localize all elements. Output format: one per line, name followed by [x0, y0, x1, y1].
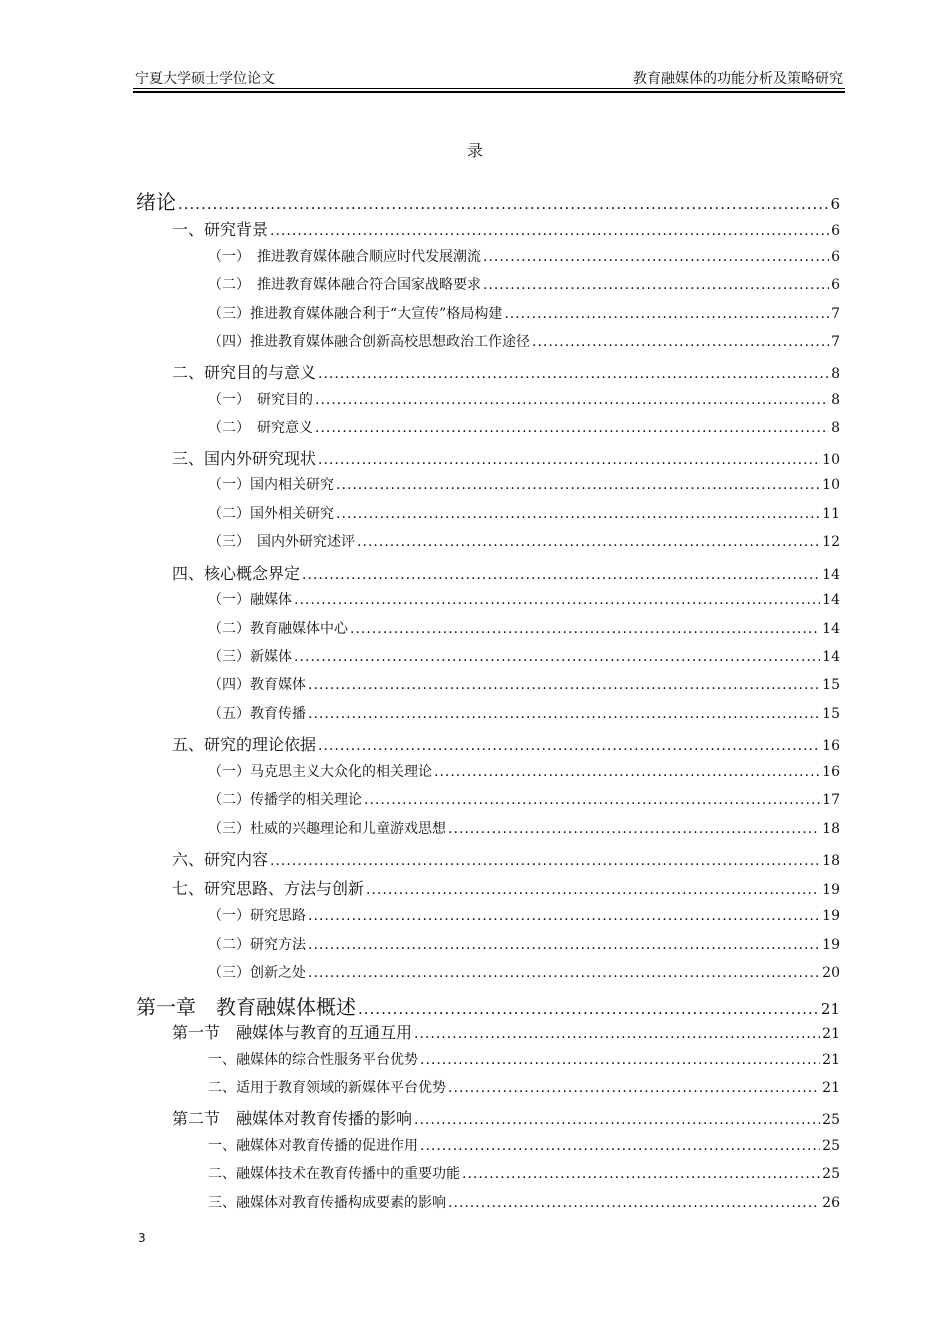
toc-entry-page: 25 [822, 1112, 840, 1128]
toc-leader-dots [448, 1080, 820, 1096]
toc-entry[interactable] [136, 1106, 840, 1129]
toc-entry-label: （一） 研究目的 [208, 392, 313, 408]
toc-entry-page: 10 [822, 477, 840, 493]
toc-entry[interactable] [136, 389, 840, 409]
toc-entry[interactable] [136, 905, 840, 925]
toc-leader-dots [318, 366, 829, 382]
toc-leader-dots [178, 195, 828, 213]
toc-entry-page: 16 [822, 738, 840, 754]
toc-entry-label: 二、适用于教育领域的新媒体平台优势 [208, 1080, 446, 1096]
toc-leader-dots [270, 223, 829, 239]
toc-entry-label: （四）推进教育媒体融合创新高校思想政治工作途径 [208, 334, 530, 350]
toc-entry-page: 16 [822, 764, 840, 780]
toc-entry-label: 四、核心概念界定 [172, 564, 301, 583]
toc-leader-dots [483, 249, 829, 265]
toc-entry-page: 14 [822, 592, 840, 608]
toc-entry-page: 14 [822, 649, 840, 665]
toc-leader-dots [448, 821, 820, 837]
toc-entry-label: （一）国内相关研究 [208, 477, 334, 493]
toc-entry-page: 7 [831, 334, 840, 350]
page-header [133, 66, 845, 90]
toc-leader-dots [414, 1026, 820, 1042]
toc-entry-label: 三、国内外研究现状 [172, 449, 317, 468]
toc-entry-page: 8 [831, 420, 840, 436]
toc-leader-dots [315, 420, 829, 436]
toc-leader-dots [308, 937, 820, 953]
toc-entry-label: （二）国外相关研究 [208, 506, 334, 522]
toc-entry-page: 6 [831, 277, 840, 293]
header-left-title: 宁夏大学硕士学位论文 [135, 71, 275, 87]
toc-entry-label: 五、研究的理论依据 [172, 735, 317, 754]
toc-entry-page: 17 [822, 792, 840, 808]
toc-leader-dots [318, 738, 820, 754]
toc-entry[interactable] [136, 474, 840, 494]
toc-entry-label: 二、研究目的与意义 [172, 363, 317, 382]
toc-leader-dots [336, 477, 820, 493]
toc-entry-label: （四）教育媒体 [208, 677, 306, 693]
toc-entry-label: 二、融媒体技术在教育传播中的重要功能 [208, 1166, 460, 1182]
toc-entry[interactable] [136, 589, 840, 609]
toc-entry[interactable] [136, 732, 840, 755]
toc-title: 录 [466, 141, 483, 160]
toc-entry-page: 19 [822, 937, 840, 953]
toc-leader-dots [318, 452, 820, 468]
toc-leader-dots [414, 1112, 820, 1128]
toc-entry-page: 6 [831, 249, 840, 265]
toc-entry-page: 14 [822, 621, 840, 637]
toc-entry[interactable] [136, 561, 840, 584]
toc-entry-page: 25 [822, 1166, 840, 1182]
toc-leader-dots [270, 853, 820, 869]
toc-entry-label: （一）马克思主义大众化的相关理论 [208, 764, 432, 780]
toc-entry-page: 21 [822, 1080, 840, 1096]
toc-entry[interactable] [136, 876, 840, 899]
toc-leader-dots [308, 908, 820, 924]
toc-entry-label: 一、研究背景 [172, 220, 269, 239]
toc-entry-label: （一）融媒体 [208, 592, 292, 608]
toc-entry-page: 26 [822, 1195, 840, 1211]
toc-leader-dots [364, 792, 820, 808]
toc-entry-label: 六、研究内容 [172, 850, 269, 869]
toc-leader-dots [302, 567, 820, 583]
toc-entry[interactable] [136, 1163, 840, 1183]
toc-entry-label: 第一节 融媒体与教育的互通互用 [172, 1023, 413, 1042]
toc-entry-label: （三）杜威的兴趣理论和儿童游戏思想 [208, 821, 446, 837]
toc-entry-label: （二）教育融媒体中心 [208, 621, 348, 637]
toc-entry-label: （三）创新之处 [208, 965, 306, 981]
toc-leader-dots [532, 334, 829, 350]
toc-entry[interactable] [136, 674, 840, 694]
toc-entry-label: 三、融媒体对教育传播构成要素的影响 [208, 1195, 446, 1211]
toc-entry[interactable] [136, 1049, 840, 1069]
toc-entry[interactable] [136, 962, 840, 982]
toc-entry[interactable] [136, 703, 840, 723]
toc-leader-dots [483, 277, 829, 293]
toc-entry-page: 14 [822, 567, 840, 583]
toc-entry[interactable] [136, 531, 840, 551]
toc-entry[interactable] [136, 274, 840, 294]
toc-entry-page: 8 [831, 366, 840, 382]
header-rule-thick [133, 91, 845, 93]
toc-entry[interactable] [136, 761, 840, 781]
toc-entry[interactable] [136, 646, 840, 666]
toc-leader-dots [366, 882, 820, 898]
toc-entry-page: 8 [831, 392, 840, 408]
toc-entry-label: 一、融媒体的综合性服务平台优势 [208, 1052, 418, 1068]
toc-entry[interactable] [136, 446, 840, 469]
toc-entry[interactable] [136, 303, 840, 323]
toc-entry-page: 20 [822, 965, 840, 981]
toc-entry-page: 10 [822, 452, 840, 468]
toc-entry-label: 第二节 融媒体对教育传播的影响 [172, 1109, 413, 1128]
toc-entry-label: （三） 国内外研究述评 [208, 534, 355, 550]
toc-leader-dots [315, 392, 829, 408]
page-number: 3 [138, 1231, 146, 1245]
toc-entry-page: 19 [822, 908, 840, 924]
toc-entry-page: 18 [822, 821, 840, 837]
toc-entry-page: 21 [822, 1026, 840, 1042]
toc-leader-dots [504, 306, 829, 322]
toc-entry-page: 15 [822, 706, 840, 722]
toc-entry-page: 19 [822, 882, 840, 898]
toc-leader-dots [336, 506, 820, 522]
toc-entry[interactable] [136, 1020, 840, 1043]
toc-entry-page: 6 [831, 223, 840, 239]
toc-leader-dots [294, 592, 820, 608]
toc-entry-page: 12 [822, 534, 840, 550]
toc-entry[interactable] [136, 818, 840, 838]
toc-entry-label: 第一章 教育融媒体概述 [136, 995, 356, 1019]
toc-entry-label: （二） 推进教育媒体融合符合国家战略要求 [208, 277, 481, 293]
toc-entry[interactable] [136, 417, 840, 437]
toc-entry[interactable] [136, 991, 840, 1020]
toc-entry-label: 一、融媒体对教育传播的促进作用 [208, 1138, 418, 1154]
toc-entry-page: 15 [822, 677, 840, 693]
toc-entry-page: 21 [820, 1000, 840, 1018]
toc-entry-page: 7 [831, 306, 840, 322]
toc-leader-dots [308, 965, 820, 981]
toc-leader-dots [434, 764, 820, 780]
toc-entry-label: （二）传播学的相关理论 [208, 792, 362, 808]
toc-entry-label: 绪论 [136, 190, 176, 214]
toc-entry-label: （二）研究方法 [208, 937, 306, 953]
header-right-title: 教育融媒体的功能分析及策略研究 [633, 71, 843, 87]
toc-entry[interactable] [136, 331, 840, 351]
toc-leader-dots [420, 1138, 820, 1154]
toc-leader-dots [462, 1166, 820, 1182]
toc-entry-page: 6 [830, 195, 840, 213]
toc-entry[interactable] [136, 360, 840, 383]
toc-entry[interactable] [136, 934, 840, 954]
toc-entry-page: 25 [822, 1138, 840, 1154]
toc-entry[interactable] [136, 246, 840, 266]
toc-entry-page: 18 [822, 853, 840, 869]
toc-entry[interactable] [136, 1135, 840, 1155]
toc-entry[interactable] [136, 186, 840, 215]
toc-leader-dots [294, 649, 820, 665]
toc-entry[interactable] [136, 1077, 840, 1097]
toc-leader-dots [448, 1195, 820, 1211]
toc-entry[interactable] [136, 503, 840, 523]
toc-entry-label: （二） 研究意义 [208, 420, 313, 436]
header-rule-thin [133, 88, 845, 89]
toc-leader-dots [420, 1052, 820, 1068]
toc-entry-label: 七、研究思路、方法与创新 [172, 879, 365, 898]
toc-leader-dots [358, 1000, 819, 1018]
toc-entry-label: （五）教育传播 [208, 706, 306, 722]
toc-entry-page: 11 [822, 506, 840, 522]
toc-entry-label: （三）推进教育媒体融合利于“大宣传”格局构建 [208, 306, 503, 322]
toc-leader-dots [308, 677, 820, 693]
toc-entry[interactable] [136, 789, 840, 809]
toc-leader-dots [357, 534, 820, 550]
toc-entry[interactable] [136, 1192, 840, 1212]
toc-leader-dots [350, 621, 820, 637]
toc-entry-label: （一） 推进教育媒体融合顺应时代发展潮流 [208, 249, 481, 265]
toc-entry-page: 21 [822, 1052, 840, 1068]
toc-entry[interactable] [136, 618, 840, 638]
toc-entry-label: （三）新媒体 [208, 649, 292, 665]
toc-entry[interactable] [136, 217, 840, 240]
toc-entry-label: （一）研究思路 [208, 908, 306, 924]
toc-leader-dots [308, 706, 820, 722]
toc-entry[interactable] [136, 847, 840, 870]
